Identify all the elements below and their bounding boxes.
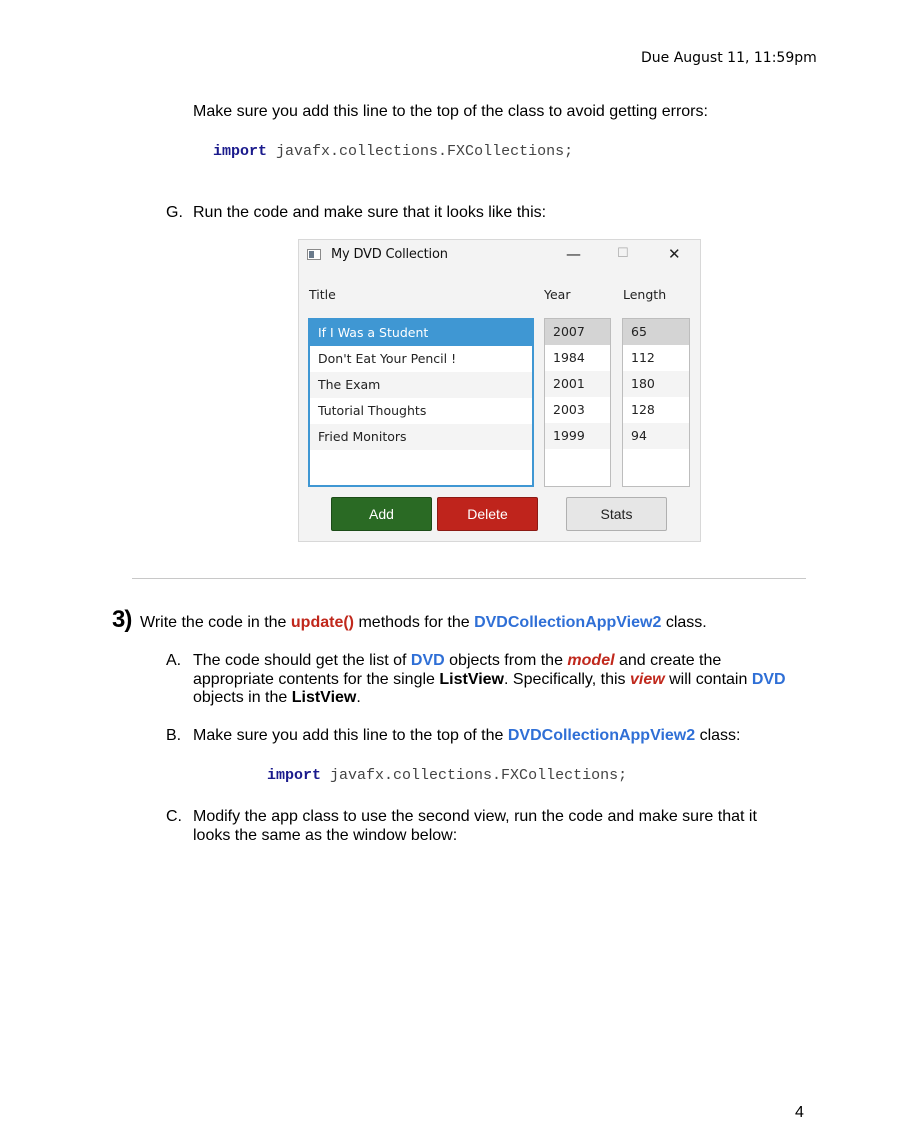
text-span: class: bbox=[695, 727, 741, 744]
list-item[interactable]: 112 bbox=[631, 350, 655, 365]
import-statement-2 bbox=[267, 767, 627, 784]
import-statement-1 bbox=[213, 143, 573, 160]
text-span: methods for the bbox=[354, 614, 475, 631]
list-item-empty bbox=[310, 450, 532, 476]
add-button[interactable]: Add bbox=[331, 497, 432, 531]
item-a-text bbox=[193, 652, 786, 708]
page-number: 4 bbox=[795, 1104, 804, 1121]
due-date: Due August 11, 11:59pm bbox=[641, 50, 817, 66]
maximize-icon[interactable]: ☐ bbox=[617, 246, 629, 261]
text-span: objects in the bbox=[193, 689, 292, 706]
list-item[interactable]: 1999 bbox=[545, 423, 610, 449]
list-item-empty bbox=[623, 449, 689, 475]
list-item[interactable]: 180 bbox=[623, 371, 689, 397]
section-number: 3) bbox=[112, 606, 132, 633]
year-column-header: Year bbox=[544, 287, 571, 302]
item-a-marker: A. bbox=[166, 652, 182, 669]
view-word: view bbox=[629, 670, 665, 688]
text-line: Modify the app class to use the second view, run the code and make sure that it bbox=[193, 808, 757, 825]
list-item[interactable]: Don't Eat Your Pencil ! bbox=[318, 351, 457, 366]
text-span: . bbox=[356, 689, 361, 706]
list-item[interactable]: Tutorial Thoughts bbox=[318, 403, 427, 418]
method-name: update() bbox=[290, 614, 355, 631]
list-item[interactable]: 94 bbox=[623, 423, 689, 449]
list-item[interactable]: 1984 bbox=[553, 350, 585, 365]
list-item[interactable]: 128 bbox=[631, 402, 655, 417]
list-item[interactable]: Fried Monitors bbox=[310, 424, 532, 450]
minimize-icon[interactable]: — bbox=[566, 245, 581, 263]
text-span: objects from the bbox=[444, 652, 568, 669]
list-item[interactable]: 2001 bbox=[545, 371, 610, 397]
class-name: DVD bbox=[751, 670, 786, 688]
item-b-marker: B. bbox=[166, 727, 182, 744]
list-item[interactable]: 2007 bbox=[545, 319, 610, 345]
import-keyword: import bbox=[267, 767, 322, 784]
item-b-text bbox=[193, 727, 741, 745]
text-span: The code should get the list of bbox=[193, 652, 411, 669]
import-path: javafx.collections.FXCollections; bbox=[330, 767, 628, 784]
text-span: Write the code in the bbox=[140, 614, 291, 631]
title-list[interactable] bbox=[308, 318, 534, 487]
class-name: DVDCollectionAppView2 bbox=[474, 614, 662, 631]
section-divider bbox=[132, 578, 806, 579]
text-line: looks the same as the window below: bbox=[193, 826, 458, 844]
list-item[interactable]: 2003 bbox=[553, 402, 585, 417]
intro-line: Make sure you add this line to the top of the class to avoid getting errors: bbox=[193, 103, 708, 120]
dvd-collection-window bbox=[298, 239, 701, 542]
list-item[interactable]: If I Was a Student bbox=[310, 320, 532, 346]
length-column-header: Length bbox=[623, 287, 667, 302]
list-item-empty bbox=[545, 449, 610, 475]
text-span: and create the bbox=[614, 652, 722, 669]
import-keyword: import bbox=[213, 143, 268, 160]
class-name: DVDCollectionAppView2 bbox=[507, 727, 696, 744]
class-name: DVD bbox=[410, 652, 445, 669]
window-title: My DVD Collection bbox=[331, 247, 448, 262]
text-span: Make sure you add this line to the top of the bbox=[193, 727, 508, 744]
list-item[interactable]: The Exam bbox=[310, 372, 532, 398]
delete-button[interactable]: Delete bbox=[437, 497, 538, 531]
item-c-text bbox=[193, 808, 757, 845]
stats-button[interactable]: Stats bbox=[566, 497, 667, 531]
length-list[interactable] bbox=[622, 318, 690, 487]
model-word: model bbox=[567, 652, 615, 669]
step-g-text: Run the code and make sure that it looks like this: bbox=[193, 204, 547, 221]
listview-word: ListView bbox=[439, 670, 504, 688]
step-g-marker: G. bbox=[166, 204, 183, 221]
section-3-intro bbox=[140, 614, 707, 632]
import-path: javafx.collections.FXCollections; bbox=[276, 143, 574, 160]
year-list[interactable] bbox=[544, 318, 611, 487]
close-icon[interactable]: ✕ bbox=[668, 245, 681, 263]
list-item[interactable]: 65 bbox=[623, 319, 689, 345]
title-column-header: Title bbox=[309, 287, 336, 302]
text-span: will contain bbox=[664, 670, 752, 688]
item-c-marker: C. bbox=[166, 808, 182, 825]
listview-word: ListView bbox=[291, 689, 357, 706]
window-titlebar bbox=[299, 240, 700, 272]
text-span: class. bbox=[661, 614, 707, 631]
text-span: . Specifically, this bbox=[504, 670, 630, 688]
app-icon bbox=[307, 249, 321, 260]
text-span: appropriate contents for the single bbox=[193, 670, 440, 688]
